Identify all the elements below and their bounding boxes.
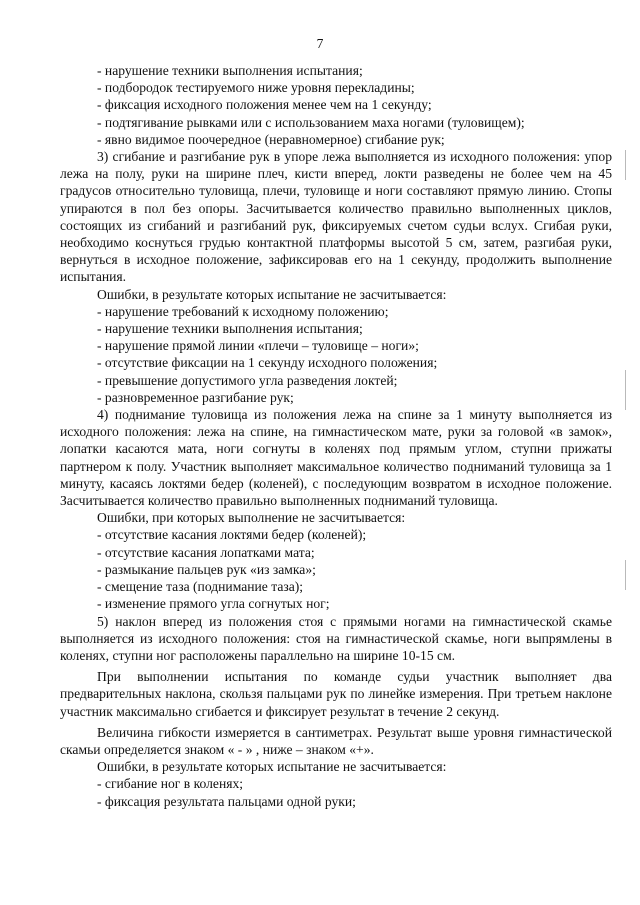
scan-edge-mark — [625, 150, 626, 180]
list-item: - размыкание пальцев рук «из замка»; — [97, 561, 316, 577]
paragraph-bend-procedure: При выполнении испытания по команде судьи участник выполняет два предварительных наклона, скользя пальцами рук по линейке измерения. При третьем наклоне участник максимально сгибается и фиксирует результат в течение 2 секунд. — [60, 669, 612, 719]
errors-heading: Ошибки, при которых выполнение не засчитывается: — [97, 510, 406, 526]
list-item: - сгибание ног в коленях; — [97, 776, 244, 792]
list-item: - смещение таза (поднимание таза); — [97, 579, 304, 595]
scan-edge-mark — [625, 560, 626, 590]
list-item: - фиксация исходного положения менее чем на 1 секунду; — [97, 97, 432, 113]
list-item: - отсутствие касания локтями бедер (коленей); — [97, 527, 367, 543]
list-item: - отсутствие касания лопатками мата; — [97, 544, 315, 560]
scan-edge-mark — [625, 370, 626, 410]
page-body — [60, 62, 612, 810]
list-item: - нарушение прямой линии «плечи – туловище – ноги»; — [97, 338, 419, 354]
list-item: - подбородок тестируемого ниже уровня перекладины; — [97, 80, 415, 96]
list-item: - нарушение требований к исходному положению; — [97, 303, 389, 319]
list-item: - разновременное разгибание рук; — [97, 389, 294, 405]
errors-heading: Ошибки, в результате которых испытание не засчитывается: — [97, 759, 447, 775]
list-item: - подтягивание рывками или с использованием маха ногами (туловищем); — [97, 114, 525, 130]
list-item: - нарушение техники выполнения испытания; — [97, 321, 363, 337]
paragraph-flexibility-measure: Величина гибкости измеряется в сантиметрах. Результат выше уровня гимнастической скамьи определяется знаком « - » , ниже – знаком «+». — [60, 724, 612, 757]
list-item: - явно видимое поочередное (неравномерное) сгибание рук; — [97, 131, 445, 147]
list-item: - изменение прямого угла согнутых ног; — [97, 596, 330, 612]
errors-heading: Ошибки, в результате которых испытание не засчитывается: — [97, 286, 447, 302]
paragraph-sit-ups: 4) поднимание туловища из положения лежа на спине за 1 минуту выполняется из исходного положения: лежа на спине, на гимнастическом мате, руки за головой «в замок», лопатки касаются мата, ноги согнуты в коленях под прямым углом, ступни прижаты партнером к полу. Участник выполняет максимальное количество подниманий туловища за 1 минуту, касаясь локтями бедер (коленей), с последующим возвратом в исходное положение. Засчитывается количество правильно выполненных подниманий туловища. — [60, 407, 612, 509]
list-item: - отсутствие фиксации на 1 секунду исходного положения; — [97, 355, 438, 371]
page-number: 7 — [316, 36, 324, 51]
paragraph-forward-bend: 5) наклон вперед из положения стоя с прямыми ногами на гимнастической скамье выполняется из исходного положения: стоя на гимнастической скамье, ноги выпрямлены в коленях, ступни ног расположены параллельно на ширине 10-15 см. — [60, 613, 612, 663]
paragraph-push-ups: 3) сгибание и разгибание рук в упоре лежа выполняется из исходного положения: упор лежа на полу, руки на ширине плеч, кисти вперед, локти разведены не более чем на 45 градусов относительно туловища, плечи, туловище и ноги составляют прямую линию. Стопы упираются в пол без опоры. Засчитывается количество правильно выполненных циклов, состоящих из сгибаний и разгибаний рук, фиксируемых счетом судьи вслух. Сгибая руки, необходимо коснуться грудью контактной платформы высотой 5 см, затем, разгибая руки, вернуться в исходное положение, зафиксировав его на 1 секунду, продолжить выполнение испытания. — [60, 149, 612, 285]
list-item: - нарушение техники выполнения испытания; — [97, 63, 363, 78]
list-item: - превышение допустимого угла разведения локтей; — [97, 372, 398, 388]
list-item: - фиксация результата пальцами одной руки; — [97, 793, 356, 809]
